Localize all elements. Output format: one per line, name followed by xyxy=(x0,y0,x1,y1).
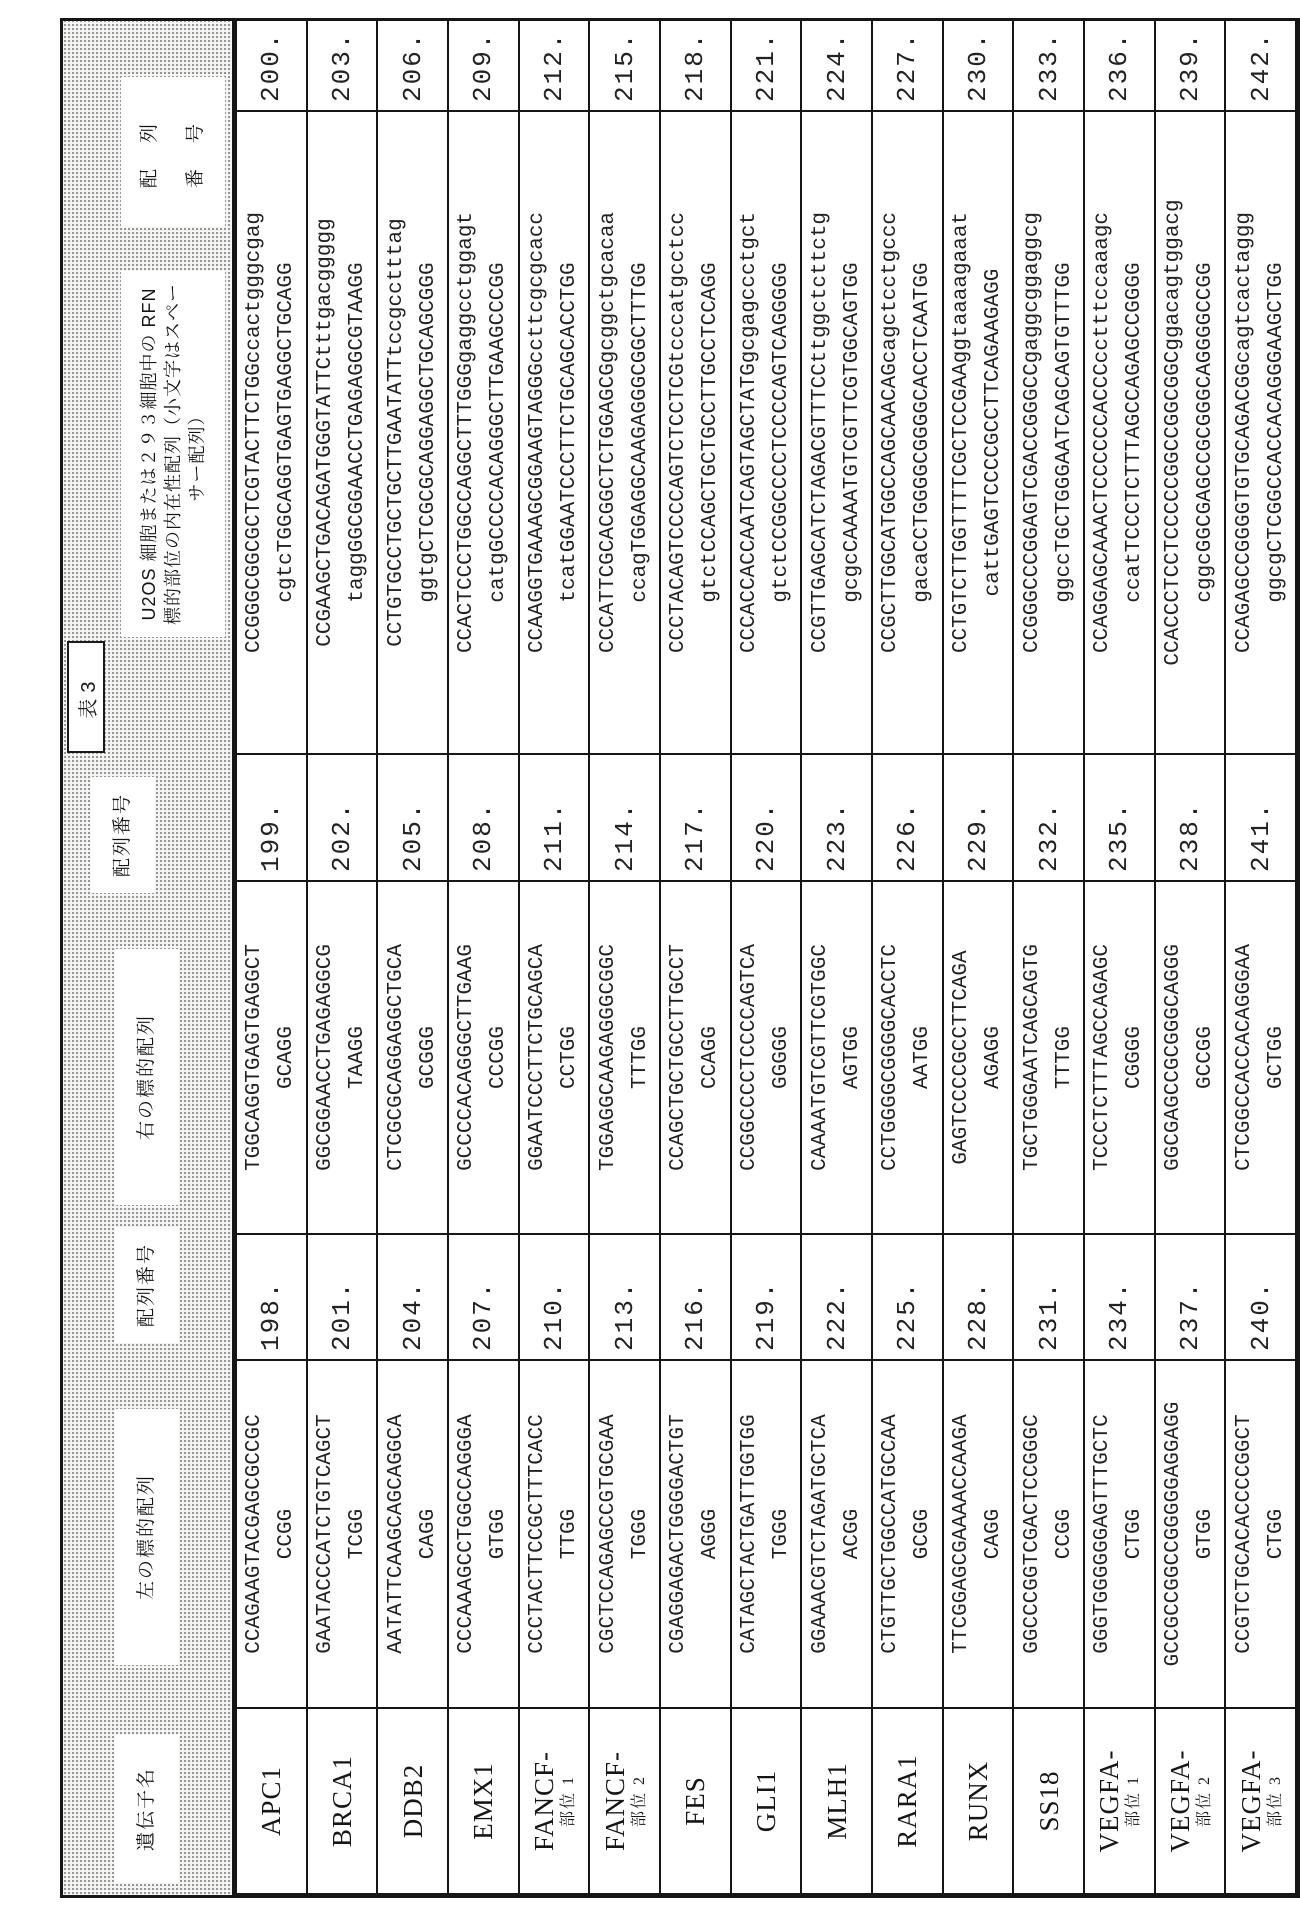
table-row xyxy=(1155,20,1226,1894)
right-target-line1: CCAGCTGCTGCCTTGCCT xyxy=(667,944,691,1171)
right-seq-number-cell xyxy=(872,754,943,881)
left-seq-number: 240. xyxy=(1245,1280,1276,1351)
right-target-line1: CCTGGGGCGGGGCACCTC xyxy=(879,944,903,1171)
endogenous-seq-number: 227. xyxy=(892,31,923,102)
left-target-line1: GGCCCGGTCGACTCCGGGC xyxy=(1020,1414,1044,1654)
endogenous-sequence-line1: CCGAAGCTGACAGATGGGTATTCtttgacggggg xyxy=(313,218,337,647)
endogenous-sequence-line2: gcgcCAAAATGTCGTTCGTGGCAGTGG xyxy=(840,262,864,603)
right-seq-number: 220. xyxy=(750,801,781,872)
endogenous-sequence-line2: cattGAGTCCCCGCCTTCAGAAGAGG xyxy=(981,268,1005,597)
endogenous-sequence-line2: ggtgCTCGCGCAGGAGGCTGCAGCGGG xyxy=(416,262,440,603)
left-seq-number: 237. xyxy=(1174,1280,1205,1351)
left-target-line1: GCCGCCGGCCGGGGGAGGAGG xyxy=(1161,1401,1185,1667)
endogenous-seq-number-cell xyxy=(377,20,448,111)
left-target-line1: CCAGAAGTACGAGCGCCGC xyxy=(243,1414,267,1654)
left-seq-number-cell xyxy=(872,1234,943,1360)
table-header-band xyxy=(63,21,235,1895)
right-seq-number-cell xyxy=(660,754,731,881)
right-target-line2: AGTGG xyxy=(840,1026,864,1090)
right-target-line1: GAGTCCCCGCCTTCAGA xyxy=(949,950,973,1165)
left-target-line2: GTGG xyxy=(487,1508,511,1560)
left-target-cell xyxy=(1013,1360,1084,1708)
gene-name: FANCF- xyxy=(528,1750,559,1852)
gene-name: FANCF- xyxy=(599,1750,630,1852)
right-seq-number: 235. xyxy=(1104,801,1135,872)
table-row xyxy=(1084,20,1155,1894)
right-seq-number: 226. xyxy=(892,801,923,872)
gene-cell xyxy=(1013,1708,1084,1894)
right-seq-number-cell xyxy=(377,754,448,881)
gene-cell xyxy=(943,1708,1014,1894)
gene-cell xyxy=(1225,1708,1296,1894)
right-seq-number: 223. xyxy=(821,801,852,872)
endogenous-sequence-line1: CCGGGCGGCGCTCGTACTTCTGGccactgggcgag xyxy=(243,211,267,654)
column-header-seq-no-right: 配列番号 xyxy=(91,777,155,893)
left-seq-number: 204. xyxy=(397,1280,428,1351)
table-row xyxy=(731,20,802,1894)
gene-name: VEGFA- xyxy=(1164,1749,1195,1853)
right-seq-number: 202. xyxy=(326,801,357,872)
endogenous-seq-number: 218. xyxy=(680,31,711,102)
right-target-cell xyxy=(519,881,590,1234)
left-target-line2: CAGG xyxy=(416,1508,440,1560)
endogenous-sequence-line1: CCGTTGAGCATCTAGACGTTTCCttggctcttctg xyxy=(808,211,832,654)
right-target-line1: CAAAATGTCGTTCGTGGC xyxy=(808,944,832,1171)
right-target-cell xyxy=(377,881,448,1234)
endogenous-seq-number: 215. xyxy=(609,31,640,102)
right-seq-number: 229. xyxy=(962,801,993,872)
endogenous-seq-number-cell xyxy=(1084,20,1155,111)
left-target-line1: TTCGGAGCGAAAACCAAGA xyxy=(949,1414,973,1654)
left-seq-number: 216. xyxy=(680,1280,711,1351)
gene-name: DDB2 xyxy=(397,1763,428,1839)
endogenous-sequence-line1: CCACTCCCTGGCCAGGCTTTGGGgaggcctggagt xyxy=(455,211,479,654)
left-target-cell xyxy=(589,1360,660,1708)
table-row xyxy=(801,20,872,1894)
gene-name: BRCA1 xyxy=(326,1754,357,1848)
left-target-line1: CCCAAAGCCTGGCCAGGGA xyxy=(455,1414,479,1654)
endogenous-sequence-cell xyxy=(1084,111,1155,754)
endogenous-seq-number: 230. xyxy=(962,31,993,102)
endogenous-seq-number-cell xyxy=(1225,20,1296,111)
left-seq-number-cell xyxy=(1155,1234,1226,1360)
endogenous-sequence-cell xyxy=(377,111,448,754)
left-seq-number-cell xyxy=(1084,1234,1155,1360)
endogenous-sequence-line2: gtctCCAGCTGCTGCCTTGCCTCCAGG xyxy=(699,262,723,603)
endogenous-seq-number: 224. xyxy=(821,31,852,102)
endogenous-sequence-line1: CCAGGAGCAAACTCCCCCCACCCcctttccaaagc xyxy=(1091,211,1115,654)
left-seq-number-cell xyxy=(236,1234,307,1360)
endogenous-sequence-line1: CCGCTTGGCATGGCCAGCAACAGcagctcctgccc xyxy=(879,211,903,654)
table-row xyxy=(1225,20,1296,1894)
endogenous-seq-number: 212. xyxy=(538,31,569,102)
left-seq-number-cell xyxy=(660,1234,731,1360)
gene-name: VEGFA- xyxy=(1235,1749,1266,1853)
gene-site-label: 部位 1 xyxy=(559,1775,577,1828)
left-target-line2: ACGG xyxy=(840,1508,864,1560)
left-target-line2: TTGG xyxy=(557,1508,581,1560)
right-target-line1: CCGGCCCCTCCCCAGTCA xyxy=(737,944,761,1171)
right-target-cell xyxy=(801,881,872,1234)
left-target-cell xyxy=(1225,1360,1296,1708)
gene-cell xyxy=(731,1708,802,1894)
right-target-cell xyxy=(307,881,378,1234)
left-seq-number-cell xyxy=(1013,1234,1084,1360)
left-target-line1: CTGTTGCTGGCCATGCCAA xyxy=(879,1414,903,1654)
endogenous-sequence-line2: ggcgCTCGGCCACCACAGGGAAGCTGG xyxy=(1264,262,1288,603)
left-target-cell xyxy=(872,1360,943,1708)
right-seq-number: 241. xyxy=(1245,801,1276,872)
table-row xyxy=(519,20,590,1894)
column-header-seq-no-left: 配列番号 xyxy=(115,1227,179,1343)
right-target-cell xyxy=(1155,881,1226,1234)
left-seq-number-cell xyxy=(801,1234,872,1360)
endogenous-sequence-line2: catgGCCCCACAGGGCTTGAAGCCCGG xyxy=(487,262,511,603)
column-header-gene: 遺伝子名 xyxy=(115,1735,179,1883)
right-target-line2: GCAGG xyxy=(275,1026,299,1090)
left-target-line2: CCGG xyxy=(275,1508,299,1560)
gene-cell xyxy=(307,1708,378,1894)
endogenous-sequence-cell xyxy=(519,111,590,754)
right-target-line2: GCGGG xyxy=(416,1026,440,1090)
endogenous-sequence-line2: gacaCCTGGGGCGGGGCACCTCAATGG xyxy=(911,262,935,603)
left-seq-number: 231. xyxy=(1033,1280,1064,1351)
endogenous-seq-number-cell xyxy=(448,20,519,111)
left-target-cell xyxy=(236,1360,307,1708)
right-seq-number-cell xyxy=(801,754,872,881)
gene-name: MLH1 xyxy=(821,1762,852,1840)
endogenous-seq-number: 200. xyxy=(256,31,287,102)
endogenous-seq-number-cell xyxy=(307,20,378,111)
left-target-cell xyxy=(519,1360,590,1708)
left-seq-number-cell xyxy=(448,1234,519,1360)
left-target-cell xyxy=(377,1360,448,1708)
right-target-line2: GCTGG xyxy=(1264,1026,1288,1090)
endogenous-seq-number-cell xyxy=(801,20,872,111)
right-target-line2: CGGGG xyxy=(1123,1026,1147,1090)
endogenous-sequence-line1: CCCTACAGTCCCCAGTCTCCTCGtcccatgcctcc xyxy=(667,211,691,654)
right-target-line2: TAAGG xyxy=(345,1026,369,1090)
endogenous-seq-number: 206. xyxy=(397,31,428,102)
left-target-line1: AATATTCAAGCAGCAGGCA xyxy=(384,1414,408,1654)
gene-name: EMX1 xyxy=(468,1762,499,1840)
left-seq-number-cell xyxy=(731,1234,802,1360)
table-row xyxy=(377,20,448,1894)
gene-name: VEGFA- xyxy=(1094,1749,1125,1853)
left-target-line2: CTGG xyxy=(1264,1508,1288,1560)
left-target-line1: GAATACCCATCTGTCAGCT xyxy=(313,1414,337,1654)
right-seq-number: 208. xyxy=(468,801,499,872)
gene-name: FES xyxy=(680,1776,711,1826)
right-target-cell xyxy=(731,881,802,1234)
right-target-line1: GGAATCCCTTCTGCAGCA xyxy=(525,944,549,1171)
endogenous-sequence-cell xyxy=(1225,111,1296,754)
left-target-line1: GGGTGGGGGGAGTTTGCTC xyxy=(1091,1414,1115,1654)
endogenous-sequence-cell xyxy=(943,111,1014,754)
endogenous-sequence-cell xyxy=(307,111,378,754)
left-seq-number: 210. xyxy=(538,1280,569,1351)
table-row xyxy=(872,20,943,1894)
left-target-cell xyxy=(1084,1360,1155,1708)
right-seq-number-cell xyxy=(307,754,378,881)
gene-cell xyxy=(1084,1708,1155,1894)
right-seq-number-cell xyxy=(1013,754,1084,881)
left-target-line2: CTGG xyxy=(1123,1508,1147,1560)
right-target-cell xyxy=(589,881,660,1234)
endogenous-sequence-line1: CCAGAGCCGGGGTGTGCAGACGGcagtcactaggg xyxy=(1232,211,1256,654)
left-target-line2: AGGG xyxy=(699,1508,723,1560)
endogenous-seq-number-cell xyxy=(236,20,307,111)
right-seq-number-cell xyxy=(1225,754,1296,881)
left-seq-number-cell xyxy=(943,1234,1014,1360)
left-seq-number: 213. xyxy=(609,1280,640,1351)
left-seq-number: 207. xyxy=(468,1280,499,1351)
right-target-line1: TCCCTCTTTAGCCAGAGC xyxy=(1091,944,1115,1171)
gene-cell xyxy=(589,1708,660,1894)
left-target-cell xyxy=(943,1360,1014,1708)
left-seq-number: 201. xyxy=(326,1280,357,1351)
left-seq-number-cell xyxy=(307,1234,378,1360)
gene-site-label: 部位 1 xyxy=(1125,1775,1143,1828)
table-body xyxy=(236,20,1296,1894)
column-header-endogenous: U2OS 細胞または２９３細胞中の RFN 標的部位の内在性配列（小文字はスペーサー配列） xyxy=(121,271,225,637)
left-target-line1: CGAGGAGACTGGGGACTGT xyxy=(667,1414,691,1654)
gene-cell xyxy=(377,1708,448,1894)
left-seq-number: 198. xyxy=(256,1280,287,1351)
endogenous-sequence-cell xyxy=(589,111,660,754)
endogenous-sequence-line2: taggGGCGGAACCTGAGAGGCGTAAGG xyxy=(345,262,369,603)
right-target-line1: TGGCAGGTGAGTGAGGCT xyxy=(243,944,267,1171)
endogenous-seq-number: 236. xyxy=(1104,31,1135,102)
endogenous-sequence-cell xyxy=(660,111,731,754)
endogenous-seq-number: 239. xyxy=(1174,31,1205,102)
right-seq-number: 205. xyxy=(397,801,428,872)
table-row xyxy=(236,20,307,1894)
left-target-line2: TCGG xyxy=(345,1508,369,1560)
left-target-cell xyxy=(801,1360,872,1708)
right-seq-number: 232. xyxy=(1033,801,1064,872)
right-seq-number: 217. xyxy=(680,801,711,872)
left-target-line1: CCCTACTTCCGCTTTCACC xyxy=(525,1414,549,1654)
table-row xyxy=(660,20,731,1894)
endogenous-seq-number-cell xyxy=(660,20,731,111)
right-seq-number-cell xyxy=(731,754,802,881)
left-seq-number: 222. xyxy=(821,1280,852,1351)
gene-name: GLI1 xyxy=(750,1769,781,1833)
left-target-line2: TGGG xyxy=(769,1508,793,1560)
endogenous-sequence-line1: CCCACCACCAATCAGTAGCTATGgcgagccctgct xyxy=(737,211,761,654)
left-target-line1: CATAGCTACTGATTGGTGG xyxy=(737,1414,761,1654)
gene-cell xyxy=(236,1708,307,1894)
left-seq-number: 225. xyxy=(892,1280,923,1351)
left-seq-number-cell xyxy=(377,1234,448,1360)
right-target-line1: GGCGAGCCGCGGGCAGGG xyxy=(1161,944,1185,1171)
endogenous-sequence-line1: CCTGTGCCTGCTGCTTGAATATTtccgcctttag xyxy=(384,218,408,647)
gene-cell xyxy=(660,1708,731,1894)
right-target-line1: GCCCCACAGGGCTTGAAG xyxy=(455,944,479,1171)
right-target-cell xyxy=(660,881,731,1234)
right-target-line1: CTCGGCCACCACAGGGAA xyxy=(1232,944,1256,1171)
left-target-cell xyxy=(1155,1360,1226,1708)
endogenous-seq-number-cell xyxy=(731,20,802,111)
endogenous-seq-number: 221. xyxy=(750,31,781,102)
table-row xyxy=(1013,20,1084,1894)
right-target-cell xyxy=(943,881,1014,1234)
left-target-line2: GTGG xyxy=(1193,1508,1217,1560)
left-seq-number-cell xyxy=(589,1234,660,1360)
left-seq-number-cell xyxy=(519,1234,590,1360)
left-target-line2: CCGG xyxy=(1052,1508,1076,1560)
left-target-cell xyxy=(448,1360,519,1708)
endogenous-seq-number: 242. xyxy=(1245,31,1276,102)
right-target-line1: GGCGGAACCTGAGAGGCG xyxy=(313,944,337,1171)
gene-cell xyxy=(448,1708,519,1894)
endogenous-seq-number: 233. xyxy=(1033,31,1064,102)
endogenous-sequence-cell xyxy=(236,111,307,754)
endogenous-seq-number-cell xyxy=(519,20,590,111)
column-header-left-target: 左の標的配列 xyxy=(115,1409,179,1665)
endogenous-sequence-line1: CCAAGGTGAAAGCGGAAGTAGGGccttcgcgcacc xyxy=(525,211,549,654)
gene-site-label: 部位 2 xyxy=(1195,1775,1213,1828)
left-seq-number: 228. xyxy=(962,1280,993,1351)
left-target-cell xyxy=(660,1360,731,1708)
left-target-line1: CCGTCTGCACACCCCGGCT xyxy=(1232,1414,1256,1654)
right-target-line1: TGCTGGGAATCAGCAGTG xyxy=(1020,944,1044,1171)
right-target-line1: CTCGCGCAGGAGGCTGCA xyxy=(384,944,408,1171)
right-seq-number-cell xyxy=(236,754,307,881)
endogenous-sequence-line1: CCACCCTCCTCCCCCGGCCGGCGGCggacagtggacg xyxy=(1161,199,1185,666)
gene-name: APC1 xyxy=(256,1765,287,1837)
left-seq-number-cell xyxy=(1225,1234,1296,1360)
left-target-cell xyxy=(731,1360,802,1708)
left-target-line1: GGAAACGTCTAGATGCTCA xyxy=(808,1414,832,1654)
right-target-line2: GGGGG xyxy=(769,1026,793,1090)
target-site-table xyxy=(235,19,1297,1895)
endogenous-sequence-line2: tcatGGAATCCCTTCTGCAGCACCTGG xyxy=(557,262,581,603)
left-seq-number: 219. xyxy=(750,1280,781,1351)
endogenous-seq-number: 209. xyxy=(468,31,499,102)
gene-cell xyxy=(801,1708,872,1894)
right-seq-number-cell xyxy=(448,754,519,881)
right-seq-number: 211. xyxy=(538,801,569,872)
endogenous-sequence-line1: CCGGGCCCGGAGTCGACCGGGCCgaggcggaggcg xyxy=(1020,211,1044,654)
gene-site-label: 部位 3 xyxy=(1266,1775,1284,1828)
left-target-line2: GCGG xyxy=(911,1508,935,1560)
right-target-cell xyxy=(1225,881,1296,1234)
right-seq-number-cell xyxy=(1084,754,1155,881)
right-seq-number-cell xyxy=(589,754,660,881)
endogenous-sequence-line2: gtctCCGGCCCCTCCCCAGTCAGGGGG xyxy=(769,262,793,603)
endogenous-sequence-cell xyxy=(801,111,872,754)
left-target-line2: CAGG xyxy=(981,1508,1005,1560)
right-target-cell xyxy=(448,881,519,1234)
endogenous-sequence-line1: CCCATTCGCACGGCTCTGGAGCGgcggctgcacaa xyxy=(596,211,620,654)
endogenous-sequence-cell xyxy=(1155,111,1226,754)
right-target-line2: CCTGG xyxy=(557,1026,581,1090)
right-seq-number: 214. xyxy=(609,801,640,872)
gene-cell xyxy=(872,1708,943,1894)
endogenous-seq-number: 203. xyxy=(326,31,357,102)
right-seq-number-cell xyxy=(1155,754,1226,881)
gene-site-label: 部位 2 xyxy=(630,1775,648,1828)
endogenous-seq-number-cell xyxy=(872,20,943,111)
endogenous-sequence-line2: ccagTGGAGGCAAGAGGGCGGCTTTGG xyxy=(628,262,652,603)
endogenous-sequence-line2: cgtcTGGCAGGTGAGTGAGGCTGCAGG xyxy=(275,262,299,603)
endogenous-sequence-cell xyxy=(731,111,802,754)
gene-name: SS18 xyxy=(1033,1770,1064,1832)
gene-name: RUNX xyxy=(962,1760,993,1842)
table-row xyxy=(589,20,660,1894)
right-seq-number-cell xyxy=(519,754,590,881)
rotated-table xyxy=(60,18,1300,1898)
endogenous-sequence-line2: ggccTGCTGGGAATCAGCAGTGTTTGG xyxy=(1052,262,1076,603)
table-row xyxy=(448,20,519,1894)
right-target-cell xyxy=(872,881,943,1234)
endogenous-sequence-line2: cggcGGCGAGCCGCGGGCAGGGGCCGG xyxy=(1193,262,1217,603)
right-seq-number: 199. xyxy=(256,801,287,872)
table-caption: 表3 xyxy=(67,641,105,753)
endogenous-seq-number-cell xyxy=(943,20,1014,111)
column-header-right-target: 右の標的配列 xyxy=(115,949,179,1205)
right-target-line2: GCCGG xyxy=(1193,1026,1217,1090)
endogenous-seq-number-cell xyxy=(589,20,660,111)
left-target-line2: TGGG xyxy=(628,1508,652,1560)
left-target-line1: CGCTCCAGAGCCGTGCGAA xyxy=(596,1414,620,1654)
gene-cell xyxy=(519,1708,590,1894)
gene-name: RARA1 xyxy=(892,1754,923,1848)
right-target-line2: TTTGG xyxy=(1052,1026,1076,1090)
right-seq-number-cell xyxy=(943,754,1014,881)
gene-cell xyxy=(1155,1708,1226,1894)
left-seq-number: 234. xyxy=(1104,1280,1135,1351)
right-target-line2: CCAGG xyxy=(699,1026,723,1090)
endogenous-sequence-cell xyxy=(872,111,943,754)
column-header-seq-no-endogenous: 配列番号 xyxy=(121,77,225,227)
right-target-line2: TTTGG xyxy=(628,1026,652,1090)
left-target-cell xyxy=(307,1360,378,1708)
endogenous-sequence-line1: CCTGTCTTGGTTTTCGCTCCGAAggtaaaagaaat xyxy=(949,211,973,654)
endogenous-sequence-cell xyxy=(448,111,519,754)
endogenous-sequence-line2: ccatTCCCTCTTTAGCCAGAGCCGGGG xyxy=(1123,262,1147,603)
right-target-line2: AATGG xyxy=(911,1026,935,1090)
right-seq-number: 238. xyxy=(1174,801,1205,872)
right-target-line2: CCCGG xyxy=(487,1026,511,1090)
table-row xyxy=(307,20,378,1894)
right-target-cell xyxy=(1013,881,1084,1234)
right-target-line2: AGAGG xyxy=(981,1026,1005,1090)
endogenous-seq-number-cell xyxy=(1155,20,1226,111)
right-target-cell xyxy=(236,881,307,1234)
endogenous-seq-number-cell xyxy=(1013,20,1084,111)
table-row xyxy=(943,20,1014,1894)
endogenous-sequence-cell xyxy=(1013,111,1084,754)
right-target-cell xyxy=(1084,881,1155,1234)
right-target-line1: TGGAGGCAAGAGGGCGGC xyxy=(596,944,620,1171)
